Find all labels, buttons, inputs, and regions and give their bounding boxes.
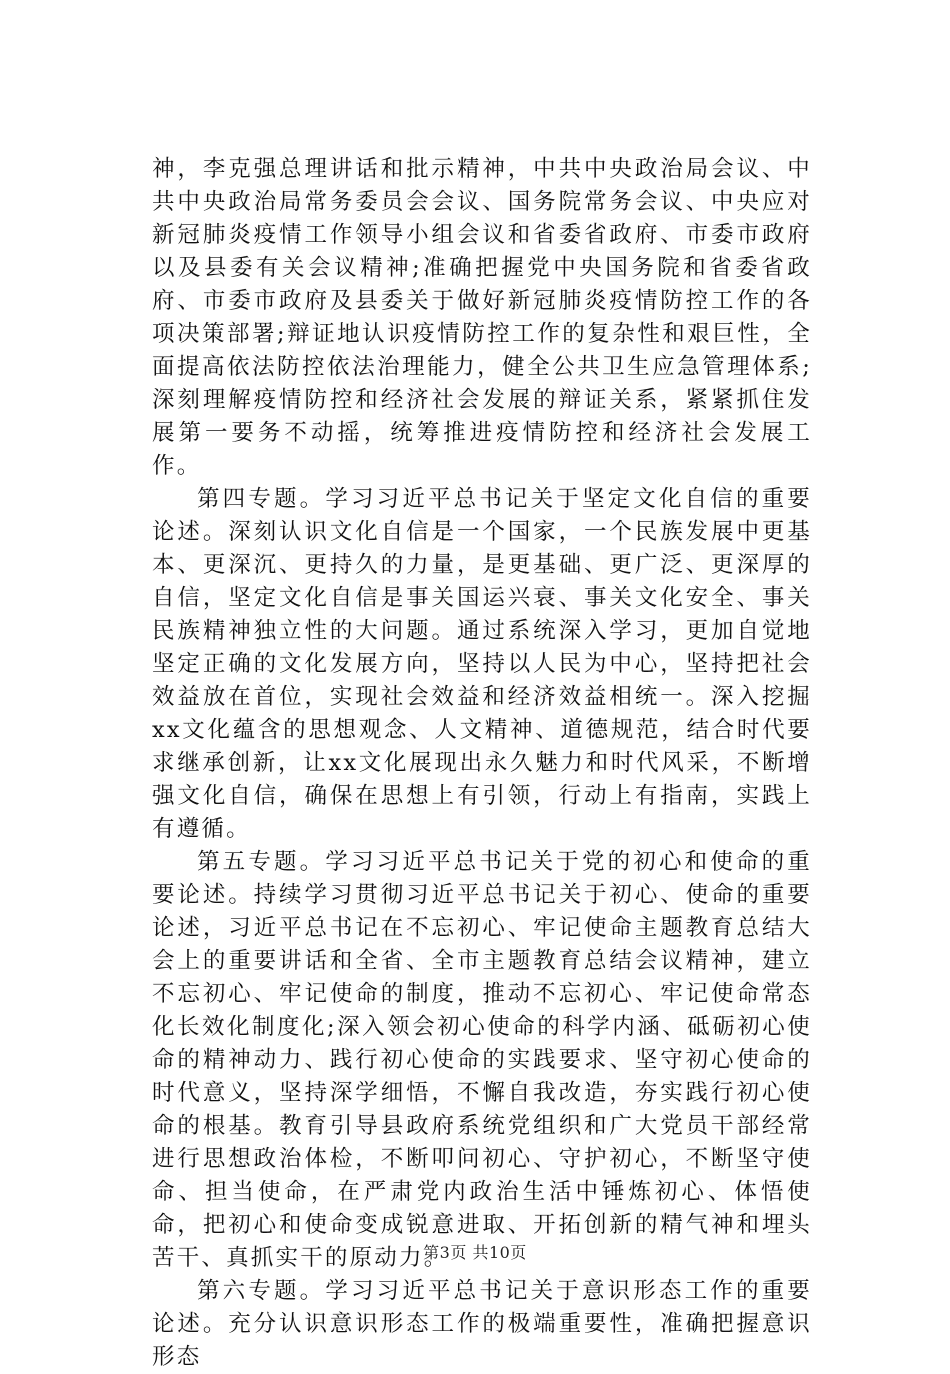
page-number-footer: 第3页 共10页 (423, 1243, 527, 1262)
paragraph-continuation: 神，李克强总理讲话和批示精神，中共中央政治局会议、中共中央政治局常务委员会会议、国务院常务会议、中央应对新冠肺炎疫情工作领导小组会议和省委省政府、市委市政府以及县委有关会议精神;准确把握党中央国务院和省委省政府、市委市政府及县委关于做好新冠肺炎疫情防控工作的各项决策部署;辩证地认识疫情防控工作的复杂性和艰巨性，全面提高依法防控依法治理能力，健全公共卫生应急管理体系;深刻理解疫情防控和经济社会发展的辩证关系，紧紧抓住发展第一要务不动摇，统筹推进疫情防控和经济社会发展工作。 (152, 156, 812, 479)
paragraph-topic-six: 第六专题。学习习近平总书记关于意识形态工作的重要论述。充分认识意识形态工作的极端重要性，准确把握意识形态 (152, 1278, 812, 1370)
paragraph-topic-five: 第五专题。学习习近平总书记关于党的初心和使命的重要论述。持续学习贯彻习近平总书记关于初心、使命的重要论述，习近平总书记在不忘初心、牢记使命主题教育总结大会上的重要讲话和全省、全市主题教育总结会议精神，建立不忘初心、牢记使命的制度，推动不忘初心、牢记使命常态化长效化制度化;深入领会初心使命的科学内涵、砥砺初心使命的精神动力、践行初心使命的实践要求、坚守初心使命的时代意义，坚持深学细悟，不懈自我改造，夯实践行初心使命的根基。教育引导县政府系统党组织和广大党员干部经常进行思想政治体检，不断叩问初心、守护初心，不断坚守使命、担当使命，在严肃党内政治生活中锤炼初心、体悟使命，把初心和使命变成锐意进取、开拓创新的精气神和埋头苦干、真抓实干的原动力。 (152, 849, 812, 1271)
document-body (152, 153, 812, 1374)
paragraph-topic-four: 第四专题。学习习近平总书记关于坚定文化自信的重要论述。深刻认识文化自信是一个国家，一个民族发展中更基本、更深沉、更持久的力量，是更基础、更广泛、更深厚的自信，坚定文化自信是事关国运兴衰、事关文化安全、事关民族精神独立性的大问题。通过系统深入学习，更加自觉地坚定正确的文化发展方向，坚持以人民为中心，坚持把社会效益放在首位，实现社会效益和经济效益相统一。深入挖掘xx文化蕴含的思想观念、人文精神、道德规范，结合时代要求继承创新，让xx文化展现出永久魅力和时代风采，不断增强文化自信，确保在思想上有引领，行动上有指南，实践上有遵循。 (152, 486, 812, 842)
